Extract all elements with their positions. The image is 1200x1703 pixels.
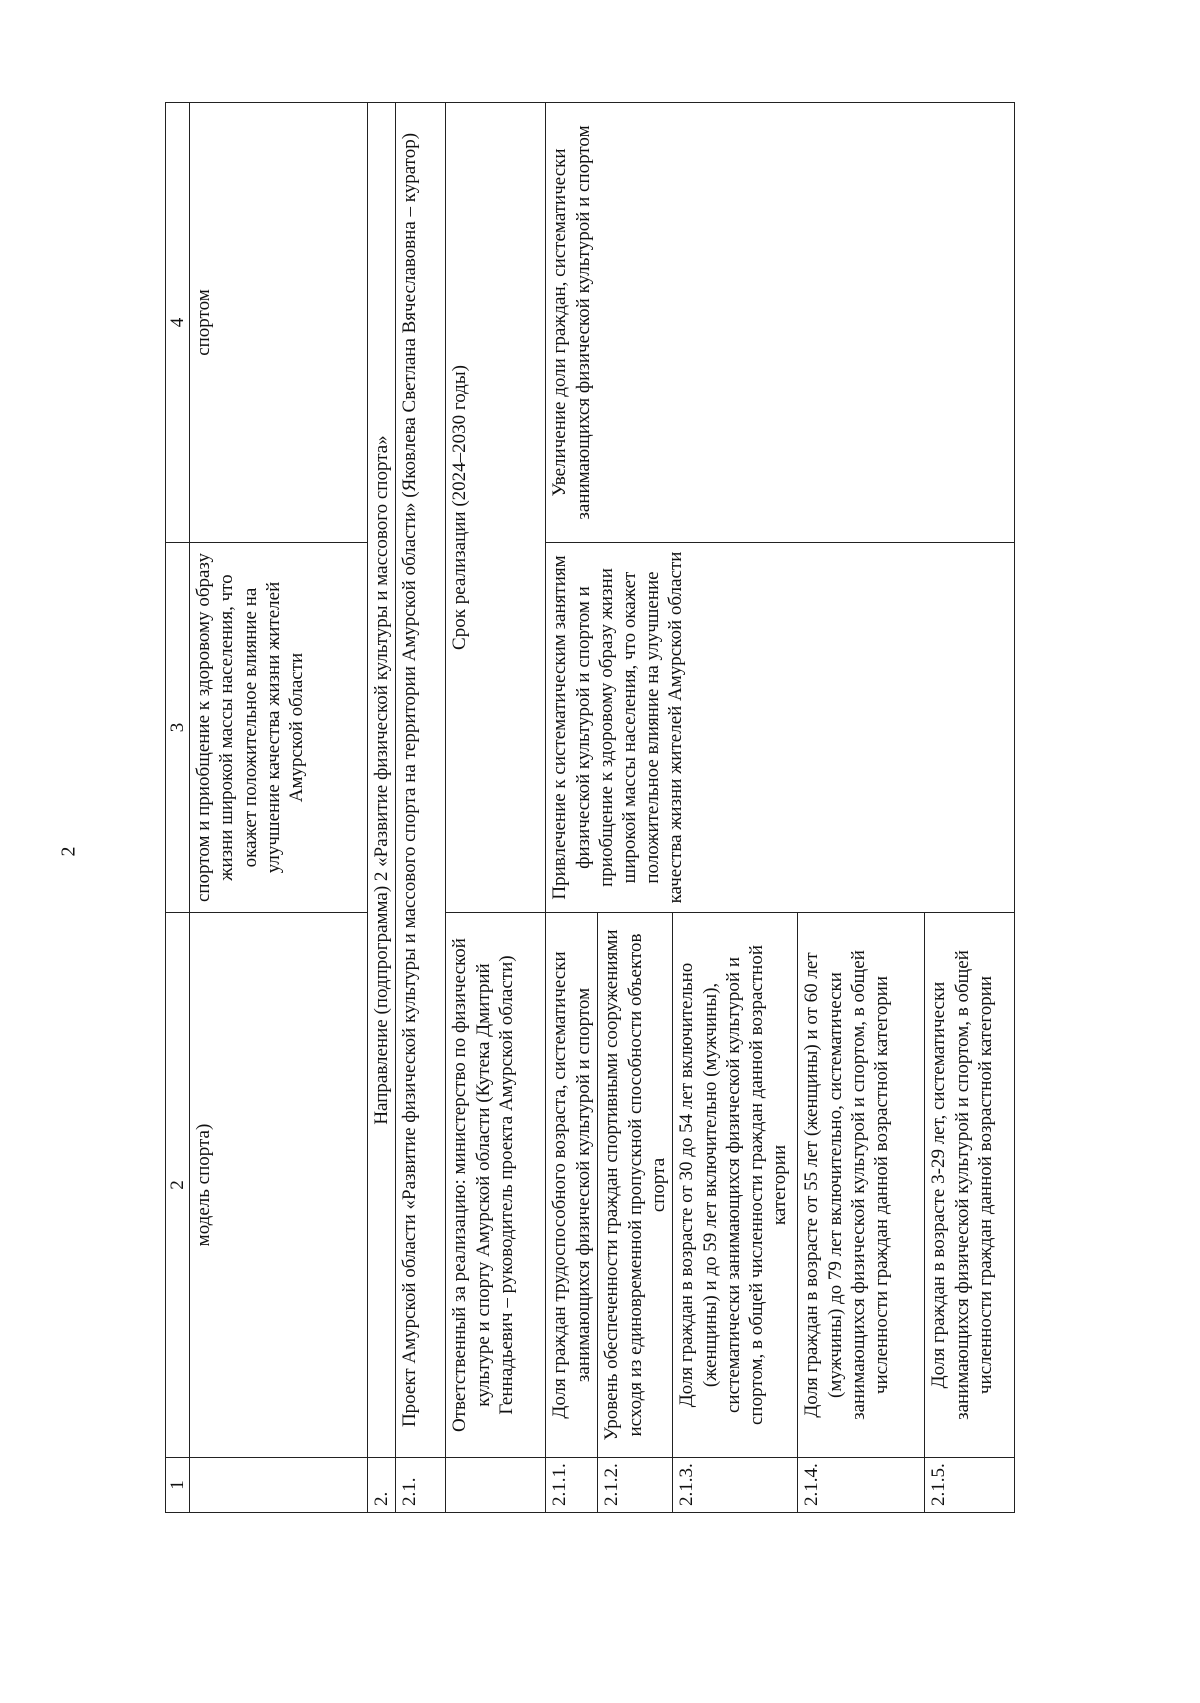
cont-effect-cell: спортом и приобщение к здоровому образу жизни широкой массы населения, что окажет положительное влияние на улучшение качества жизни жителей Амурской области: [190, 543, 368, 913]
responsible-row: [446, 103, 546, 1513]
task-cell: Доля граждан трудоспособного возраста, систематически занимающихся физической культурой и спортом: [546, 913, 598, 1458]
header-cell: 4: [166, 103, 190, 543]
indicator-cell: Увеличение доли граждан, систематически занимающихся физической культурой и спортом: [546, 103, 1015, 543]
task-cell: Доля граждан в возрасте 3-29 лет, систематически занимающихся физической культурой и спортом, в общей численности граждан данной возрастной категории: [925, 913, 1015, 1458]
task-cell: Доля граждан в возрасте от 55 лет (женщины) и от 60 лет (мужчины) до 79 лет включительно, систематически занимающихся физической культурой и спортом, в общей численности граждан данной возрастной категории: [798, 913, 925, 1458]
direction-row: [368, 103, 396, 1513]
row-number: 2.1.: [396, 1458, 446, 1513]
effect-cell: Привлечение к систематическим занятиям физической культурой и спортом и приобщение к здоровому образу жизни широкой массы населения, что окажет положительное влияние на улучшение качества жизни жителей Амурской области: [546, 543, 1015, 913]
project-row: [396, 103, 446, 1513]
rotated-table-container: [165, 103, 1067, 1513]
row-number: 2.1.4.: [798, 1458, 925, 1513]
row-number: 2.: [368, 1458, 396, 1513]
row-number: 2.1.3.: [673, 1458, 798, 1513]
header-row: [166, 103, 190, 1513]
page-number: 2: [57, 846, 80, 857]
project-title: Проект Амурской области «Развитие физической культуры и массового спорта на территории Амурской области» (Яковлева Светлана Вячеславовна – куратор): [396, 103, 446, 1458]
term-text: Срок реализации (2024–2030 годы): [446, 103, 546, 913]
responsible-text: Ответственный за реализацию: министерство по физической культуре и спорту Амурской области (Кутека Дмитрий Геннадьевич – руководитель проекта Амурской области): [446, 913, 546, 1458]
task-cell: Доля граждан в возрасте от 30 до 54 лет включительно (женщины) и до 59 лет включительно (мужчины), систематически занимающихся физической культурой и спортом, в общей численности граждан данной возрастной категории: [673, 913, 798, 1458]
direction-title: Направление (подпрограмма) 2 «Развитие физической культуры и массового спорта»: [368, 103, 396, 1458]
header-cell: 2: [166, 913, 190, 1458]
continuation-row: [190, 103, 368, 1513]
row-number: 2.1.5.: [925, 1458, 1015, 1513]
row-number: 2.1.2.: [598, 1458, 673, 1513]
program-table: [165, 102, 1015, 1513]
cont-indicator-cell: спортом: [190, 103, 368, 543]
row-number: 2.1.1.: [546, 1458, 598, 1513]
cont-task-cell: модель спорта): [190, 913, 368, 1458]
header-cell: 3: [166, 543, 190, 913]
task-cell: Уровень обеспеченности граждан спортивными сооружениями исходя из единовременной пропускной способности объектов спорта: [598, 913, 673, 1458]
header-cell: 1: [166, 1458, 190, 1513]
table-row: [546, 103, 598, 1513]
